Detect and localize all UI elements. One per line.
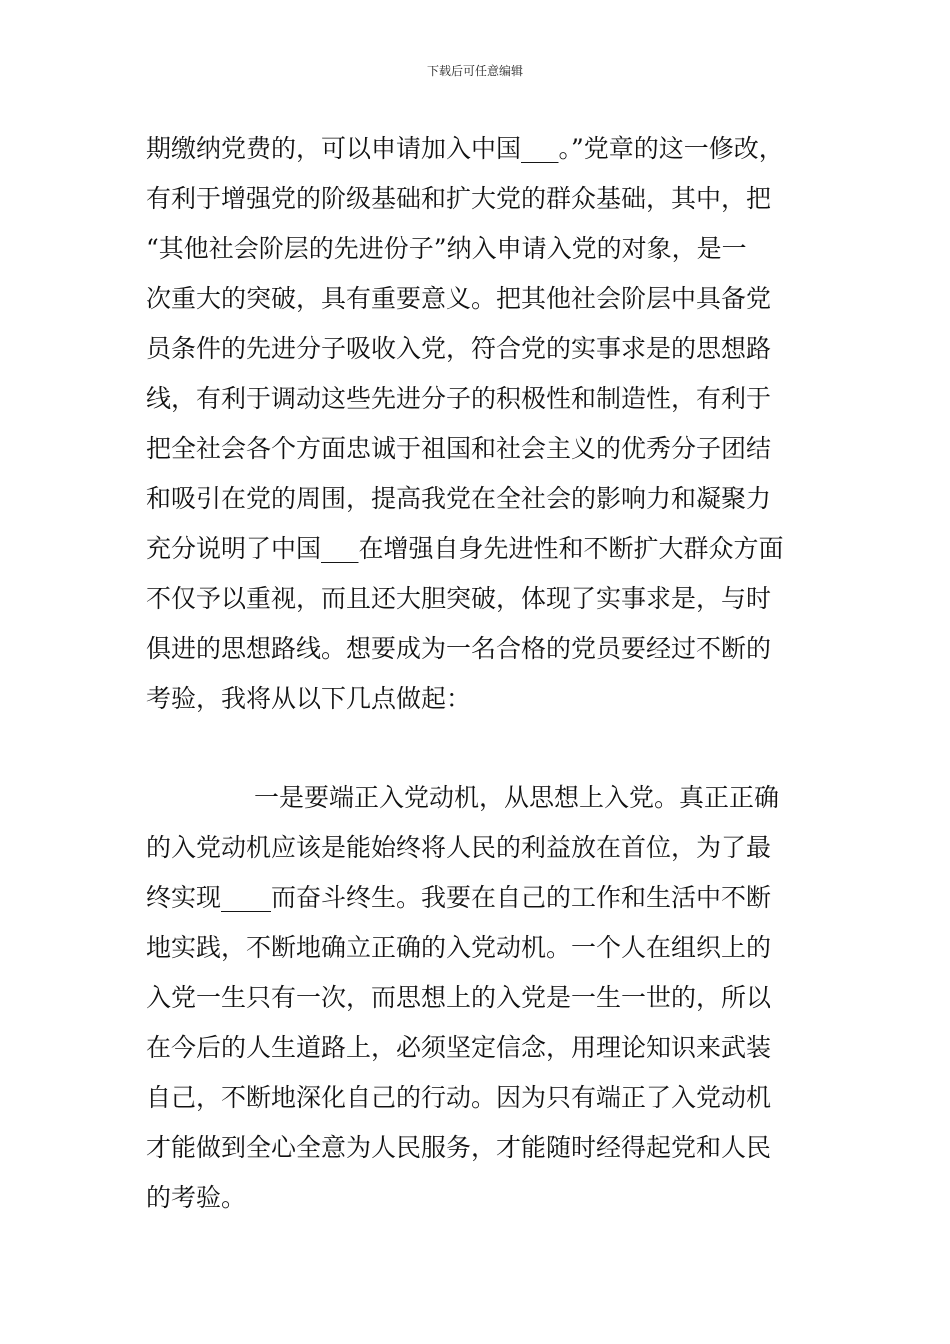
text-line: 考验，我将从以下几点做起： [146,684,472,713]
paragraph-1 [146,124,816,724]
text-line: 在今后的人生道路上，必须坚定信念，用理论知识来武装 [146,1033,772,1062]
text-line: 地实践，不断地确立正确的入党动机。一个人在组织上的 [146,933,772,962]
text-line: 一是要端正入党动机，从思想上入党。真正正确 [254,783,780,812]
text-line: 员条件的先进分子吸收入党，符合党的实事求是的思想路 [146,334,772,363]
text-line: “其他社会阶层的先进份子”纳入申请入党的对象，是一 [146,234,747,263]
text-line: 次重大的突破，具有重要意义。把其他社会阶层中具备党 [146,284,772,313]
text-line: 有利于增强党的阶级基础和扩大党的群众基础，其中，把 [146,184,772,213]
text-line: 充分说明了中国___在增强自身先进性和不断扩大群众方面 [146,534,784,563]
text-line: 线，有利于调动这些先进分子的积极性和制造性，有利于 [146,384,772,413]
text-line: 把全社会各个方面忠诚于祖国和社会主义的优秀分子团结 [146,434,772,463]
text-line: 入党一生只有一次，而思想上的入党是一生一世的，所以 [146,983,772,1012]
text-line: 的考验。 [146,1183,247,1212]
paragraph-2 [146,773,816,1223]
text-line: 终实现____而奋斗终生。我要在自己的工作和生活中不断 [146,883,772,912]
text-line: 自己，不断地深化自己的行动。因为只有端正了入党动机 [146,1083,772,1112]
text-line: 俱进的思想路线。想要成为一名合格的党员要经过不断的 [146,634,772,663]
page-header: 下载后可任意编辑 [426,64,523,78]
text-line: 才能做到全心全意为人民服务，才能随时经得起党和人民 [146,1133,772,1162]
text-line: 不仅予以重视，而且还大胆突破，体现了实事求是，与时 [146,584,772,613]
text-line: 和吸引在党的周围，提高我党在全社会的影响力和凝聚力 [146,484,772,513]
text-line: 的入党动机应该是能始终将人民的利益放在首位，为了最 [146,833,772,862]
text-line: 期缴纳党费的，可以申请加入中国___。”党章的这一修改， [146,134,784,163]
